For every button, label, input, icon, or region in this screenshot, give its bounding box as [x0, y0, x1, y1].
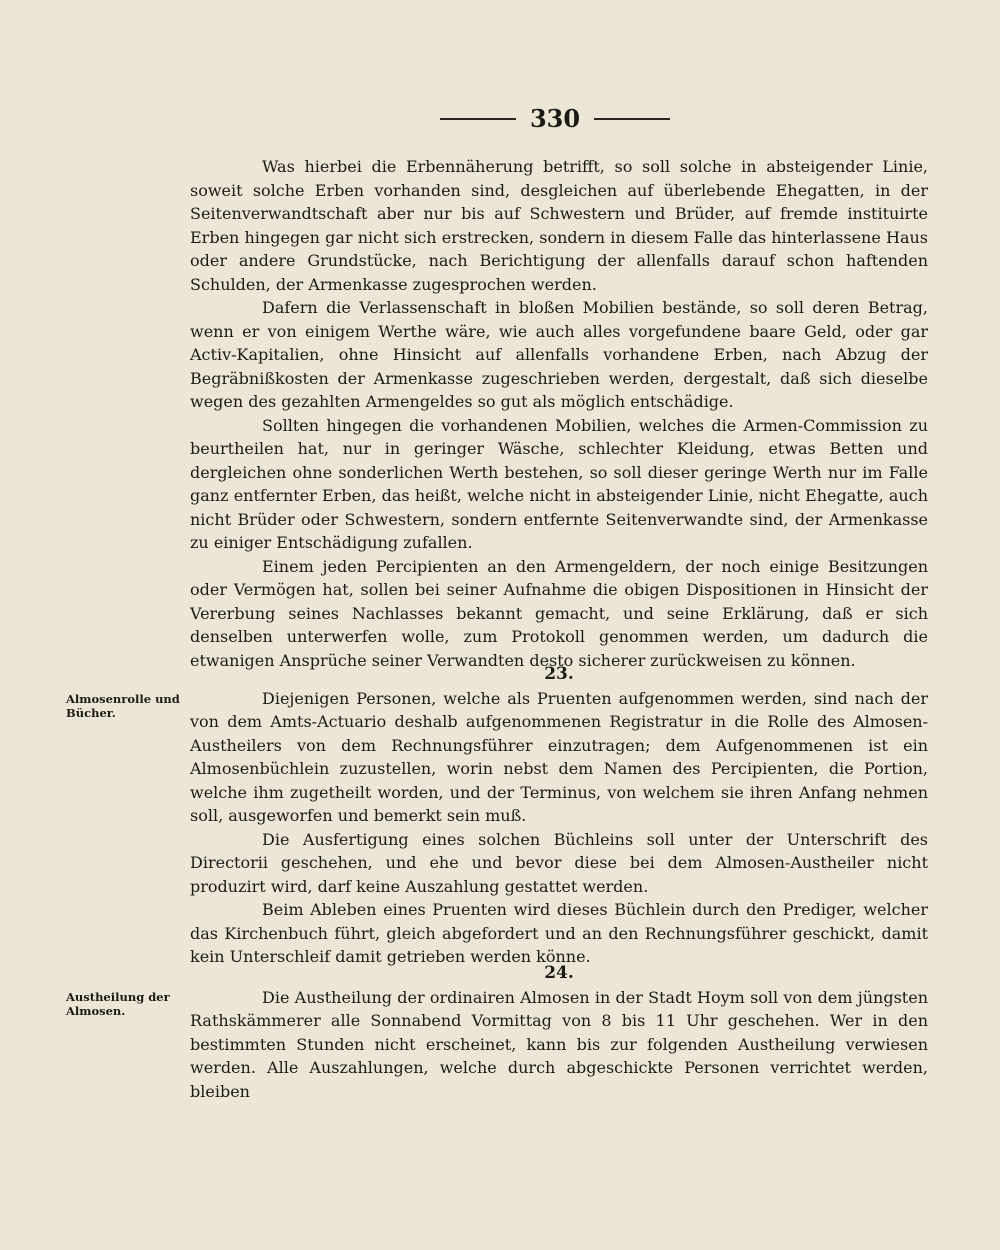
section-number: 24. [544, 963, 574, 983]
margin-note-almosenrolle: Almosenrolle und Bücher. [66, 692, 180, 720]
paragraph: Was hierbei die Erbennäherung betrifft, so soll solche in absteigender Linie, soweit solche Erben vorhanden sind, desgleichen auf überlebende Ehegatten, in der Seitenverwandtschaft aber nur bis auf Schwestern und Brüder, auf fremde instituirte Erben hingegen gar nicht sich erstrecken, sondern in diesem Falle das hinterlassene Haus oder andere Grundstücke, nach Berichtigung der allenfalls darauf schon haftenden Schulden, der Armenkasse zugesprochen werden. [190, 157, 928, 294]
header-rule-left [440, 118, 516, 120]
section-number: 23. [544, 664, 574, 684]
paragraph: Sollten hingegen die vorhandenen Mobilien, welches die Armen-Commission zu beurtheilen hat, nur in geringer Wäsche, schlechter Kleidung, etwas Betten und dergleichen ohne sonderlichen Werth bestehen, so soll dieser geringe Werth nur im Falle ganz entfernter Erben, das heißt, welche nicht in absteigender Linie, nicht Ehegatte, auch nicht Brüder oder Schwestern, sondern entfernte Seitenverwandte sind, der Armenkasse zu einiger Entschädigung zufallen. [190, 415, 928, 552]
paragraph: Beim Ableben eines Pruenten wird dieses Büchlein durch den Prediger, welcher das Kirchenbuch führt, gleich abgefordert und an den Rechnungsführer geschickt, damit kein Unterschleif damit getrieben werden könne. [190, 900, 928, 966]
header-rule-right [594, 118, 670, 120]
page-header [440, 104, 670, 133]
section-23 [190, 663, 928, 969]
paragraph: Dafern die Verlassenschaft in bloßen Mobilien bestände, so soll deren Betrag, wenn er von einigem Werthe wäre, wie auch alles vorgefundene baare Geld, oder gar Activ-Kapitalien, ohne Hinsicht auf allenfalls vorhandene Erben, nach Abzug der Begräbnißkosten der Armenkasse zugeschrieben werden, dergestalt, daß sich dieselbe wegen des gezahlten Armengeldes so gut als möglich entschädige. [190, 298, 928, 411]
paragraph: Einem jeden Percipienten an den Armengeldern, der noch einige Besitzungen oder Vermögen hat, sollen bei seiner Aufnahme die obigen Dispositionen in Hinsicht der Vererbung seines Nachlasses bekannt gemacht, und seine Erklärung, daß er sich denselben unterwerfen wolle, zum Protokoll genommen werden, um dadurch die etwanigen Ansprüche seiner Verwandten desto sicherer zurückweisen zu können. [190, 556, 928, 670]
text-block-continued [190, 155, 928, 672]
margin-note-austheilung: Austheilung der Almosen. [66, 990, 170, 1018]
paragraph: Die Ausfertigung eines solchen Büchleins soll unter der Unterschrift des Directorii geschehen, und ehe und bevor diese bei dem Almosen-Austheiler nicht produzirt wird, darf keine Auszahlung gestattet werden. [190, 829, 928, 896]
paragraph: Die Austheilung der ordinairen Almosen in der Stadt Hoym soll von dem jüngsten Rathskämmerer alle Sonnabend Vormittag von 8 bis 11 Uhr geschehen. Wer in den bestimmten Stunden nicht erscheinet, kann bis zur folgenden Austheilung verwiesen werden. Alle Auszahlungen, welche durch abgeschickte Personen verrichtet werden, bleiben [190, 987, 928, 1101]
section-24 [190, 962, 928, 1103]
page-number: 330 [529, 104, 581, 133]
paragraph: Diejenigen Personen, welche als Pruenten aufgenommen werden, sind nach der von dem Amts-Actuario deshalb aufgenommenen Registratur in die Rolle des Almosen-Austheilers von dem Rechnungsführer einzutragen; dem Aufgenommenen ist ein Almosenbüchlein zuzustellen, worin nebst dem Namen des Percipienten, die Portion, welche ihm zugetheilt worden, und der Terminus, von welchem sie ihren Anfang nehmen soll, ausgeworfen und bemerkt sein muß. [190, 688, 928, 825]
